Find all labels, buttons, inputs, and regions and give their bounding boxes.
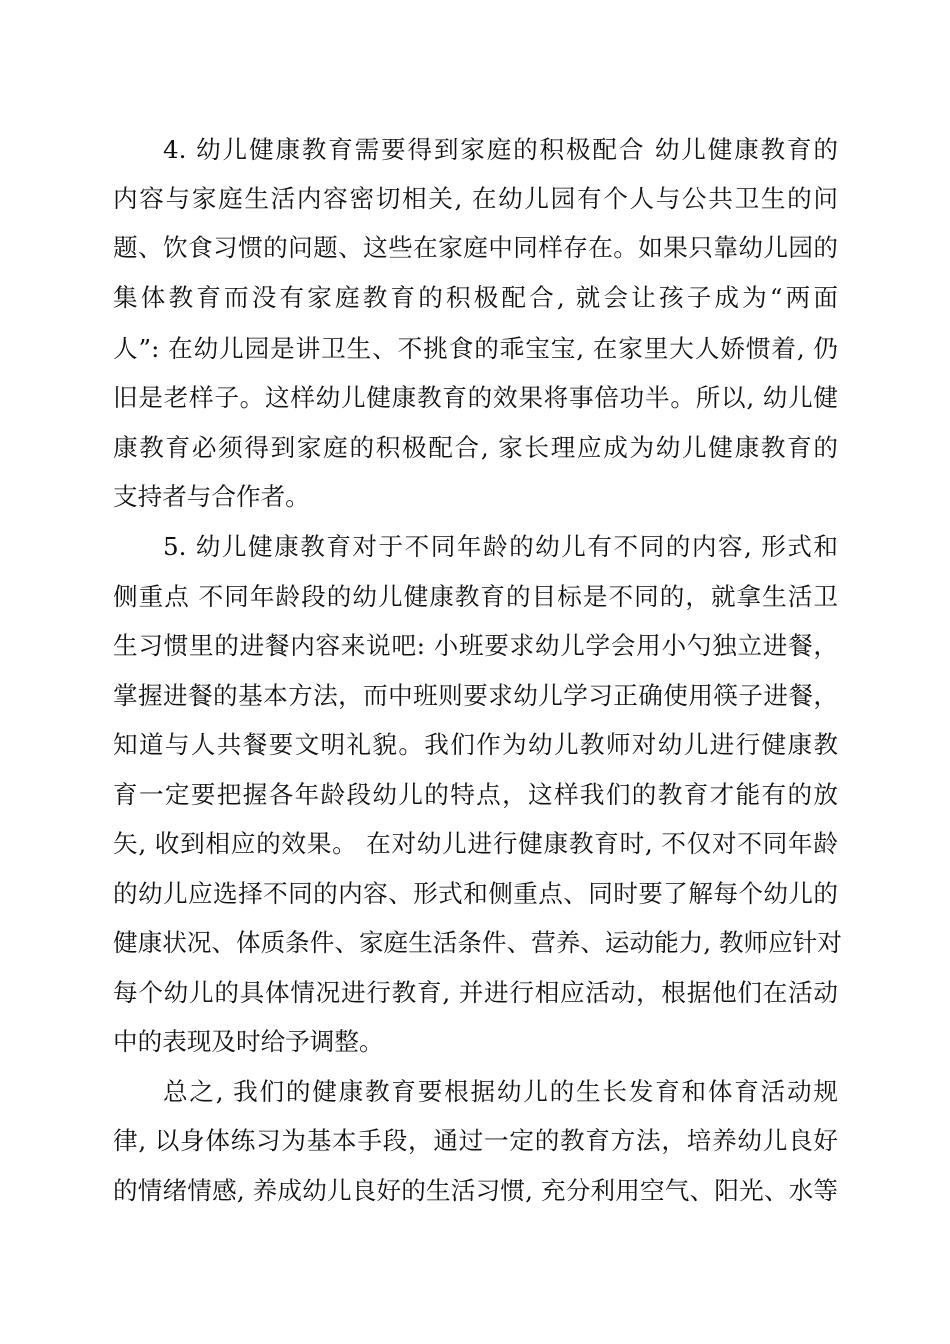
paragraph-4-line-5: 人”: 在幼儿园是讲卫生、不挑食的乖宝宝, 在家里大人娇惯着, 仍 bbox=[113, 334, 838, 363]
paragraph-5-line-10: 每个幼儿的具体情况进行教育, 并进行相应活动，根据他们在活动 bbox=[113, 978, 838, 1007]
paragraph-5-line-4: 掌握进餐的基本方法，而中班则要求幼儿学习正确使用筷子进餐， bbox=[113, 681, 838, 710]
paragraph-5-line-9: 健康状况、体质条件、家庭生活条件、营养、运动能力, 教师应针对 bbox=[113, 928, 842, 957]
paragraph-4-line-3: 题、饮食习惯的问题、这些在家庭中同样存在。如果只靠幼儿园的 bbox=[113, 233, 838, 262]
paragraph-4-line-6: 旧是老样子。这样幼儿健康教育的效果将事倍功半。所以, 幼儿健 bbox=[113, 383, 838, 412]
paragraph-5-line-1: 5. 幼儿健康教育对于不同年龄的幼儿有不同的内容, 形式和 bbox=[163, 532, 838, 561]
paragraph-5-line-2: 侧重点 不同年龄段的幼儿健康教育的目标是不同的，就拿生活卫 bbox=[113, 582, 838, 611]
paragraph-5-line-7: 矢, 收到相应的效果。 在对幼儿进行健康教育时, 不仅对不同年龄 bbox=[113, 829, 838, 858]
paragraph-5-line-8: 的幼儿应选择不同的内容、形式和侧重点、同时要了解每个幼儿的 bbox=[113, 879, 838, 908]
paragraph-5-line-5: 知道与人共餐要文明礼貌。我们作为幼儿教师对幼儿进行健康教 bbox=[113, 730, 838, 759]
paragraph-4-line-4: 集体教育而没有家庭教育的积极配合, 就会让孩子成为“两面 bbox=[113, 283, 838, 312]
paragraph-4-line-1: 4. 幼儿健康教育需要得到家庭的积极配合 幼儿健康教育的 bbox=[163, 135, 838, 164]
summary-line-3: 的情绪情感, 养成幼儿良好的生活习惯, 充分利用空气、阳光、水等 bbox=[113, 1176, 838, 1205]
summary-line-1: 总之, 我们的健康教育要根据幼儿的生长发育和体育活动规 bbox=[163, 1077, 838, 1106]
paragraph-4-line-2: 内容与家庭生活内容密切相关, 在幼儿园有个人与公共卫生的问 bbox=[113, 184, 838, 213]
paragraph-4-line-7: 康教育必须得到家庭的积极配合, 家长理应成为幼儿健康教育的 bbox=[113, 433, 838, 462]
summary-line-2: 律, 以身体练习为基本手段，通过一定的教育方法，培养幼儿良好 bbox=[113, 1126, 838, 1155]
paragraph-5-line-6: 育一定要把握各年龄段幼儿的特点，这样我们的教育才能有的放 bbox=[113, 780, 838, 809]
paragraph-5-line-3: 生习惯里的进餐内容来说吧: 小班要求幼儿学会用小勺独立进餐， bbox=[113, 631, 838, 660]
paragraph-4-line-8: 支持者与合作者。 bbox=[113, 482, 310, 511]
paragraph-5-line-11: 中的表现及时给予调整。 bbox=[113, 1027, 384, 1056]
